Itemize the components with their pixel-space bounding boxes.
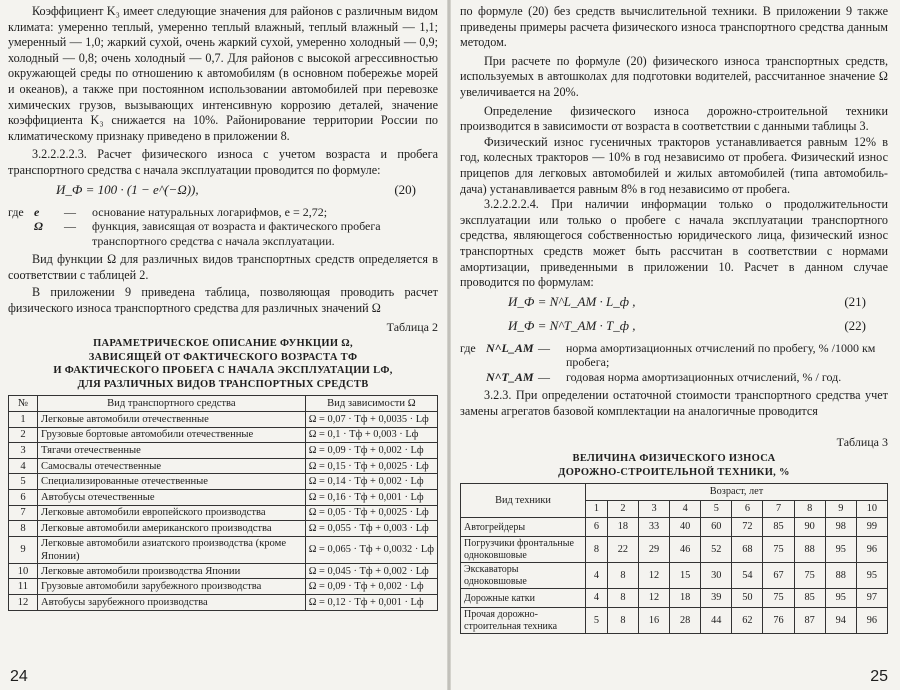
table-row [461,537,888,563]
wear-value-cell: 8 [607,608,638,634]
definition-symbol: N^T_AM [486,369,534,384]
definition-row [460,341,888,370]
table-row [9,536,438,563]
paragraph: При расчете по формуле (20) физического износа транспортных средств, используемых в автошколах для подготовки водителей, рассчитанное значение Ω увеличивается на 20%. [460,53,888,99]
vehicle-type-cell: Легковые автомобили отечественные [38,412,306,428]
wear-value-cell: 90 [794,518,825,537]
vehicle-type-cell: Грузовые автомобили зарубежного производства [38,579,306,595]
year-header-cell: 7 [763,501,794,518]
definition-dash: — [64,204,76,219]
page-number: 24 [10,668,28,685]
wear-value-cell: 96 [856,608,887,634]
row-number-cell: 1 [9,412,38,428]
wear-value-cell: 62 [732,608,763,634]
definition-symbol: N^L_AM [486,340,534,355]
formula-expression: И_Ф = 100 · (1 − e^(−Ω)), [56,181,199,197]
wear-value-cell: 44 [701,608,732,634]
wear-value-cell: 85 [794,589,825,608]
wear-value-cell: 67 [763,563,794,589]
wear-value-cell: 12 [638,589,669,608]
wear-value-cell: 60 [701,518,732,537]
table-label: Таблица 2 [386,320,438,335]
wear-value-cell: 75 [794,563,825,589]
wear-value-cell: 33 [638,518,669,537]
table-header-row [9,396,438,412]
wear-value-cell: 46 [670,537,701,563]
wear-value-cell: 18 [607,518,638,537]
row-number-cell: 5 [9,474,38,490]
machine-type-cell: Погрузчики фронтальные одноковшовые [461,537,586,563]
row-number-cell: 6 [9,489,38,505]
table-title-line: ВЕЛИЧИНА ФИЗИЧЕСКОГО ИЗНОСА [572,453,776,465]
vehicle-type-cell: Самосвалы отечественные [38,458,306,474]
wear-value-cell: 54 [732,563,763,589]
machine-type-cell: Экскаваторы одноковшовые [461,563,586,589]
page-number: 25 [870,668,888,685]
row-number-cell: 10 [9,563,38,579]
definitions [8,205,438,249]
formula-number: (21) [844,293,866,309]
header-cell: Вид зависимости Ω [305,396,437,412]
formula-22 [460,315,888,339]
paragraph: по формуле (20) без средств вычислительной техники. В приложении 9 также приведены примеры расчета физического износа транспортного средства данным методом. [460,4,888,50]
definition-text: основание натуральных логарифмов, e = 2,72; [92,204,328,219]
omega-formula-cell: Ω = 0,045 · Tф + 0,002 · Lф [305,563,437,579]
table-title-line: ЗАВИСЯЩЕЙ ОТ ФАКТИЧЕСКОГО ВОЗРАСТА TФ [88,351,358,363]
definition-lead: где [8,204,24,219]
row-number-cell: 8 [9,521,38,537]
year-header-cell: 9 [825,501,856,518]
paragraph: Вид функции Ω для различных видов транспортных средств определяется в соответствии с таблицей 2. [8,252,438,282]
table-row [9,563,438,579]
paragraph: Коэффициент K₃ имеет следующие значения для районов с различным видом климата: умеренно теплый, умеренно теплый влажный, теплый влажный — 1,1; умеренный — 1,0; жаркий сухой, очень жаркий сухой, умеренно холодный — 0,9; холодный — 0,8; очень холодный — 0,7. Для районов с высокой агрессивностью окружающей среды по отношению к автомобилям (в основном побережье морей и океанов), а также при постоянном использовании автомобилей при перевозке химических грузов, вызывающих интенсивную коррозию деталей, значение коэффициента K₃ снижается на 10%. Районирование территории России по климатическому признаку приведено в приложении 8. [8,4,438,143]
definition-dash: — [538,340,550,355]
table-row [9,521,438,537]
table-title [8,337,438,391]
definition-row [8,219,438,248]
table-row [9,505,438,521]
row-number-cell: 3 [9,443,38,459]
wear-value-cell: 52 [701,537,732,563]
vehicle-type-cell: Легковые автомобили производства Японии [38,563,306,579]
header-cell: Вид техники [461,484,586,518]
wear-value-cell: 98 [825,518,856,537]
machine-type-cell: Прочая дорожно-строительная техника [461,608,586,634]
wear-value-cell: 22 [607,537,638,563]
wear-value-cell: 88 [794,537,825,563]
wear-value-cell: 68 [732,537,763,563]
wear-value-cell: 5 [586,608,608,634]
definition-lead: где [460,340,476,355]
year-header-cell: 10 [856,501,887,518]
vehicle-type-cell: Автобусы отечественные [38,489,306,505]
table-row [9,474,438,490]
omega-formula-cell: Ω = 0,07 · Tф + 0,0035 · Lф [305,412,437,428]
table-row [461,589,888,608]
definition-text: годовая норма амортизационных отчислений, % / год. [566,369,842,384]
table-title-line: ПАРАМЕТРИЧЕСКОЕ ОПИСАНИЕ ФУНКЦИИ Ω, [93,338,353,350]
vehicle-type-cell: Специализированные отечественные [38,474,306,490]
wear-value-cell: 76 [763,608,794,634]
table-wear-values [460,483,888,634]
table-row [9,489,438,505]
wear-value-cell: 8 [586,537,608,563]
table-row [9,427,438,443]
wear-value-cell: 85 [763,518,794,537]
table-row [461,518,888,537]
paragraph: В приложении 9 приведена таблица, позволяющая проводить расчет физического износа транспортного средства для различных значений Ω [8,285,438,315]
wear-value-cell: 75 [763,589,794,608]
wear-value-cell: 8 [607,563,638,589]
row-number-cell: 12 [9,594,38,610]
table-omega-functions [8,395,438,610]
omega-formula-cell: Ω = 0,12 · Tф + 0,001 · Lф [305,594,437,610]
left-page [0,0,448,690]
wear-value-cell: 88 [825,563,856,589]
row-number-cell: 9 [9,536,38,563]
wear-value-cell: 29 [638,537,669,563]
header-cell: № [9,396,38,412]
wear-value-cell: 16 [638,608,669,634]
omega-formula-cell: Ω = 0,1 · Tф + 0,003 · Lф [305,427,437,443]
paragraph: 3.2.2.2.2.3. Расчет физического износа с учетом возраста и пробега транспортного средства с начала эксплуатации проводится по формуле: [8,147,438,177]
table-title-line: ДЛЯ РАЗЛИЧНЫХ ВИДОВ ТРАНСПОРТНЫХ СРЕДСТВ [77,378,369,390]
row-number-cell: 7 [9,505,38,521]
year-header-cell: 8 [794,501,825,518]
year-header-cell: 4 [670,501,701,518]
year-header-cell: 1 [586,501,608,518]
table-title-line: И ФАКТИЧЕСКОГО ПРОБЕГА С НАЧАЛА ЭКСПЛУАТАЦИИ LФ, [53,365,393,377]
wear-value-cell: 30 [701,563,732,589]
formula-number: (20) [394,181,416,197]
omega-formula-cell: Ω = 0,09 · Tф + 0,002 · Lф [305,579,437,595]
wear-value-cell: 95 [825,589,856,608]
header-cell: Возраст, лет [586,484,888,501]
paragraph: 3.2.2.2.2.4. При наличии информации только о продолжительности эксплуатации или только о пробеге с начала эксплуатации транспортного средства, являющегося собственностью юридического лица, физический износ транспортных средств может быть рассчитан в соответствии с нормами амортизации, приведенными в приложении 10. Расчет в данном случае проводится по формулам: [460,197,888,290]
vehicle-type-cell: Легковые автомобили американского производства [38,521,306,537]
wear-value-cell: 87 [794,608,825,634]
table-row [461,608,888,634]
definition-lead [460,370,486,385]
definition-symbol: Ω [34,219,43,234]
wear-value-cell: 18 [670,589,701,608]
wear-value-cell: 40 [670,518,701,537]
wear-value-cell: 15 [670,563,701,589]
paragraph: 3.2.3. При определении остаточной стоимости транспортного средства учет замены агрегатов базовой комплектации на аналогичные проводится [460,388,888,418]
definition-dash: — [64,219,76,234]
wear-value-cell: 39 [701,589,732,608]
paragraph: Определение физического износа дорожно-строительной техники производится в зависимости от возраста в соответствии с данными таблицы 3. [460,103,888,134]
table-title [460,452,888,479]
year-header-cell: 3 [638,501,669,518]
definition-symbol: e [34,204,40,219]
header-cell: Вид транспортного средства [38,396,306,412]
formula-expression: И_Ф = N^L_AM · L_ф , [508,293,636,309]
wear-value-cell: 95 [825,537,856,563]
omega-formula-cell: Ω = 0,05 · Tф + 0,0025 · Lф [305,505,437,521]
wear-value-cell: 8 [607,589,638,608]
wear-value-cell: 4 [586,563,608,589]
wear-value-cell: 4 [586,589,608,608]
vehicle-type-cell: Легковые автомобили европейского производства [38,505,306,521]
wear-value-cell: 12 [638,563,669,589]
definition-text: норма амортизационных отчислений по пробегу, % /1000 км пробега; [566,340,876,370]
definition-text: функция, зависящая от возраста и фактического пробега транспортного средства с начала эксплуатации. [92,219,381,248]
omega-formula-cell: Ω = 0,16 · Tф + 0,001 · Lф [305,489,437,505]
year-header-cell: 6 [732,501,763,518]
row-number-cell: 11 [9,579,38,595]
wear-value-cell: 28 [670,608,701,634]
wear-value-cell: 6 [586,518,608,537]
table-label: Таблица 3 [836,435,888,450]
definition-row [8,205,438,220]
omega-formula-cell: Ω = 0,09 · Tф + 0,002 · Lф [305,443,437,459]
wear-value-cell: 50 [732,589,763,608]
table-title-line: ДОРОЖНО-СТРОИТЕЛЬНОЙ ТЕХНИКИ, % [558,466,790,478]
wear-value-cell: 97 [856,589,887,608]
definitions [460,341,888,385]
vehicle-type-cell: Легковые автомобили азиатского производства (кроме Японии) [38,536,306,563]
table-row [9,412,438,428]
omega-formula-cell: Ω = 0,065 · Tф + 0,0032 · Lф [305,536,437,563]
definition-row [460,370,888,385]
wear-value-cell: 75 [763,537,794,563]
year-header-cell: 2 [607,501,638,518]
table-row [9,579,438,595]
vehicle-type-cell: Грузовые бортовые автомобили отечественные [38,427,306,443]
wear-value-cell: 94 [825,608,856,634]
wear-value-cell: 95 [856,563,887,589]
table-row [9,458,438,474]
omega-formula-cell: Ω = 0,055 · Tф + 0,003 · Lф [305,521,437,537]
table-header-row [461,484,888,501]
table-row [9,594,438,610]
right-page [450,0,900,690]
formula-number: (22) [844,317,866,333]
year-header-cell: 5 [701,501,732,518]
paragraph: Физический износ гусеничных тракторов устанавливается равным 12% в год, колесных тракторов — 10% в год независимо от пробега. Физический износ прицепов для легковых автомобилей и жилых автомобилей (типа автомобиль-дача) устанавливается равным 8% в год независимо от пробега. [460,134,888,196]
wear-value-cell: 96 [856,537,887,563]
vehicle-type-cell: Тягачи отечественные [38,443,306,459]
table-row [9,443,438,459]
omega-formula-cell: Ω = 0,14 · Tф + 0,002 · Lф [305,474,437,490]
definition-dash: — [538,369,550,384]
machine-type-cell: Дорожные катки [461,589,586,608]
formula-expression: И_Ф = N^T_AM · T_ф , [508,317,636,333]
formula-21 [460,291,888,315]
omega-formula-cell: Ω = 0,15 · Tф + 0,0025 · Lф [305,458,437,474]
row-number-cell: 2 [9,427,38,443]
row-number-cell: 4 [9,458,38,474]
machine-type-cell: Автогрейдеры [461,518,586,537]
wear-value-cell: 72 [732,518,763,537]
definition-lead [8,219,34,248]
formula-20 [8,179,438,203]
table-row [461,563,888,589]
vehicle-type-cell: Автобусы зарубежного производства [38,594,306,610]
wear-value-cell: 99 [856,518,887,537]
